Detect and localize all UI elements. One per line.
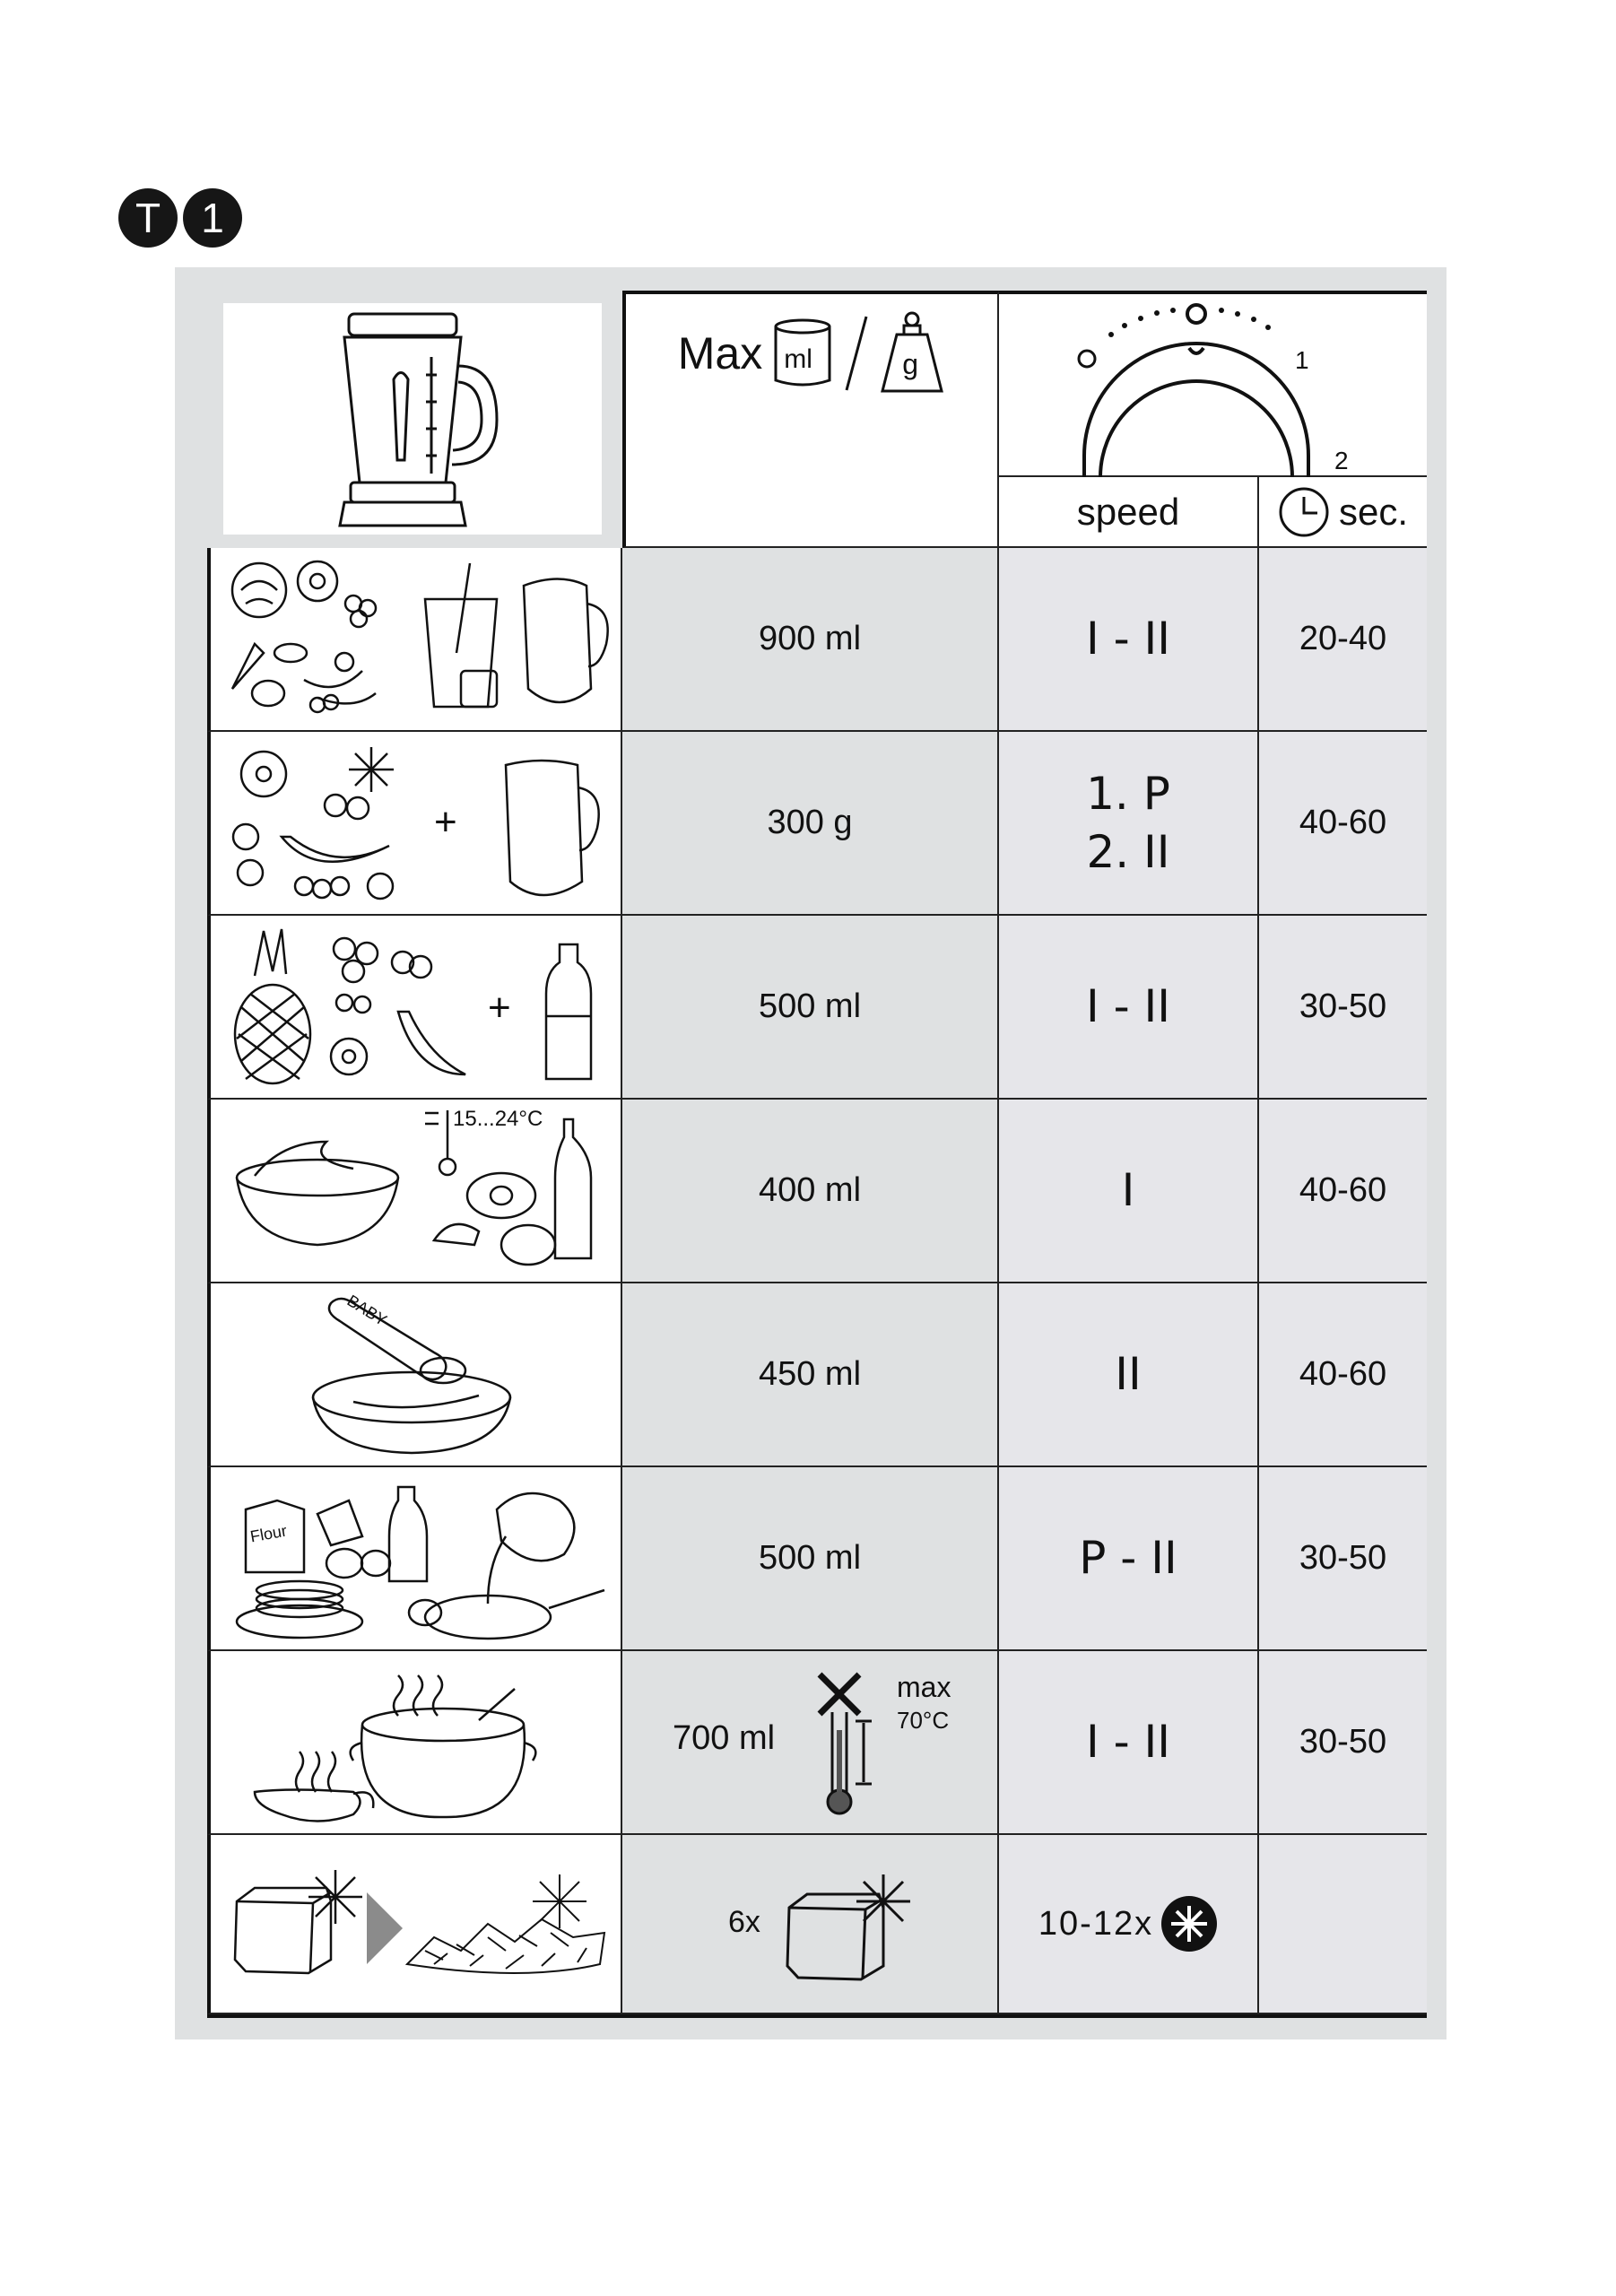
- row-2-image-cell: [207, 732, 622, 916]
- row-4-seconds: 40-60: [1299, 1171, 1387, 1209]
- row-3-image-cell: [207, 916, 622, 1100]
- row-4-speed: I: [1121, 1164, 1135, 1216]
- pancake-batter-icon: [219, 1474, 613, 1644]
- max-capacity-header: [622, 291, 999, 548]
- row-2-seconds-cell: [1259, 732, 1427, 916]
- row-7-quantity: 700 ml: [673, 1719, 776, 1757]
- clock-icon: [1278, 486, 1330, 538]
- row-6-quantity-cell: [622, 1467, 999, 1651]
- crushed-ice-icon: [407, 1874, 604, 1973]
- g-label: g: [902, 348, 919, 380]
- svg-text:+: +: [487, 985, 511, 1030]
- row-7-speed: I - II: [1085, 1716, 1171, 1768]
- row-6-quantity: 500 ml: [758, 1539, 862, 1577]
- badge-t: T: [118, 188, 178, 248]
- row-1-speed-cell: [999, 548, 1259, 732]
- row-6-speed-cell: [999, 1467, 1259, 1651]
- row-4-seconds-cell: [1259, 1100, 1427, 1283]
- row-6-seconds-cell: [1259, 1467, 1427, 1651]
- speed-dial-icon: [999, 294, 1427, 477]
- row-3-speed: I - II: [1085, 980, 1171, 1032]
- max-temp-value: 70°C: [897, 1707, 950, 1734]
- vegetables-fruits-icon: [219, 554, 613, 725]
- row-1-seconds: 20-40: [1299, 620, 1387, 657]
- row-8-pulse-count: 10-12x: [1038, 1904, 1154, 1943]
- row-7-image-cell: [207, 1651, 622, 1835]
- speed-column-header: speed: [999, 477, 1259, 546]
- row-4-quantity-cell: [622, 1100, 999, 1283]
- max-label: Max: [677, 328, 763, 378]
- row-2-speed-cell: [999, 732, 1259, 916]
- row-7-seconds: 30-50: [1299, 1723, 1387, 1761]
- svg-text:+: +: [433, 799, 457, 844]
- row-7-quantity-cell: [622, 1651, 999, 1835]
- dial-label-2: 2: [1334, 447, 1349, 474]
- badge-1: 1: [183, 188, 242, 248]
- row-5-quantity-cell: [622, 1283, 999, 1467]
- dial-label-1: 1: [1295, 346, 1309, 374]
- row-1-quantity: 900 ml: [758, 620, 862, 657]
- blender-usage-table: [207, 291, 1427, 2018]
- speed-dial-header: [999, 291, 1427, 548]
- ml-container-icon: [771, 317, 834, 389]
- row-8-seconds-cell: [1259, 1835, 1427, 2014]
- row-8-speed-cell: [999, 1835, 1259, 2014]
- baby-food-bowl-icon: [219, 1290, 613, 1460]
- row-5-seconds: 40-60: [1299, 1355, 1387, 1393]
- row-2-speed-step-2: 2. II: [1086, 825, 1170, 878]
- row-8-quantity-cell: [622, 1835, 999, 2014]
- row-3-speed-cell: [999, 916, 1259, 1100]
- section-badges: [118, 188, 242, 248]
- row-2-seconds: 40-60: [1299, 804, 1387, 841]
- row-1-image-cell: [207, 548, 622, 732]
- row-5-speed: II: [1115, 1348, 1142, 1400]
- seconds-column-header: [1259, 477, 1427, 546]
- blender-image-cell: [207, 291, 622, 548]
- pineapple-berries-banana-icon: [219, 922, 613, 1092]
- row-3-seconds: 30-50: [1299, 987, 1387, 1025]
- temperature-range-label: 15...24°C: [453, 1107, 543, 1131]
- row-4-quantity: 400 ml: [758, 1171, 862, 1209]
- row-3-seconds-cell: [1259, 916, 1427, 1100]
- row-2-quantity: 300 g: [767, 804, 853, 841]
- soup-pot-icon: [219, 1657, 613, 1828]
- mayonnaise-bowl-icon: [219, 1106, 613, 1276]
- row-4-speed-cell: [999, 1100, 1259, 1283]
- row-3-quantity-cell: [622, 916, 999, 1100]
- row-3-quantity: 500 ml: [758, 987, 862, 1025]
- row-4-image-cell: [207, 1100, 622, 1283]
- max-temp-word: max: [897, 1671, 951, 1703]
- ice-cube-icon: [780, 1867, 924, 1984]
- arrow-right-icon: [367, 1892, 403, 1964]
- row-8-quantity: 6x: [728, 1905, 760, 1939]
- blender-icon: [223, 303, 602, 535]
- ml-label: ml: [784, 344, 812, 374]
- row-6-speed: P - II: [1079, 1532, 1177, 1584]
- row-7-speed-cell: [999, 1651, 1259, 1835]
- row-6-seconds: 30-50: [1299, 1539, 1387, 1577]
- row-1-speed: I - II: [1085, 613, 1171, 665]
- row-1-seconds-cell: [1259, 548, 1427, 732]
- row-6-image-cell: [207, 1467, 622, 1651]
- row-8-image-cell: [207, 1835, 622, 2014]
- row-1-quantity-cell: [622, 548, 999, 732]
- max-temperature-thermometer-icon: [812, 1667, 893, 1820]
- row-7-seconds-cell: [1259, 1651, 1427, 1835]
- ice-to-crushed-ice-icon: [219, 1839, 613, 2009]
- frozen-fruit-icon: [219, 738, 613, 909]
- row-5-image-cell: [207, 1283, 622, 1467]
- slash-icon: [843, 313, 870, 394]
- row-5-speed-cell: [999, 1283, 1259, 1467]
- baby-spoon-label: BABY: [343, 1291, 390, 1330]
- ice-cube-icon: [235, 1888, 331, 1973]
- row-2-speed-step-1: 1. P: [1086, 767, 1170, 820]
- row-5-quantity: 450 ml: [758, 1355, 862, 1393]
- row-5-seconds-cell: [1259, 1283, 1427, 1467]
- row-2-quantity-cell: [622, 732, 999, 916]
- sec-label: sec.: [1338, 490, 1409, 533]
- flour-box-label: Flour: [248, 1521, 289, 1546]
- weight-icon: [879, 310, 945, 396]
- ice-crush-setting-icon: [1160, 1895, 1218, 1952]
